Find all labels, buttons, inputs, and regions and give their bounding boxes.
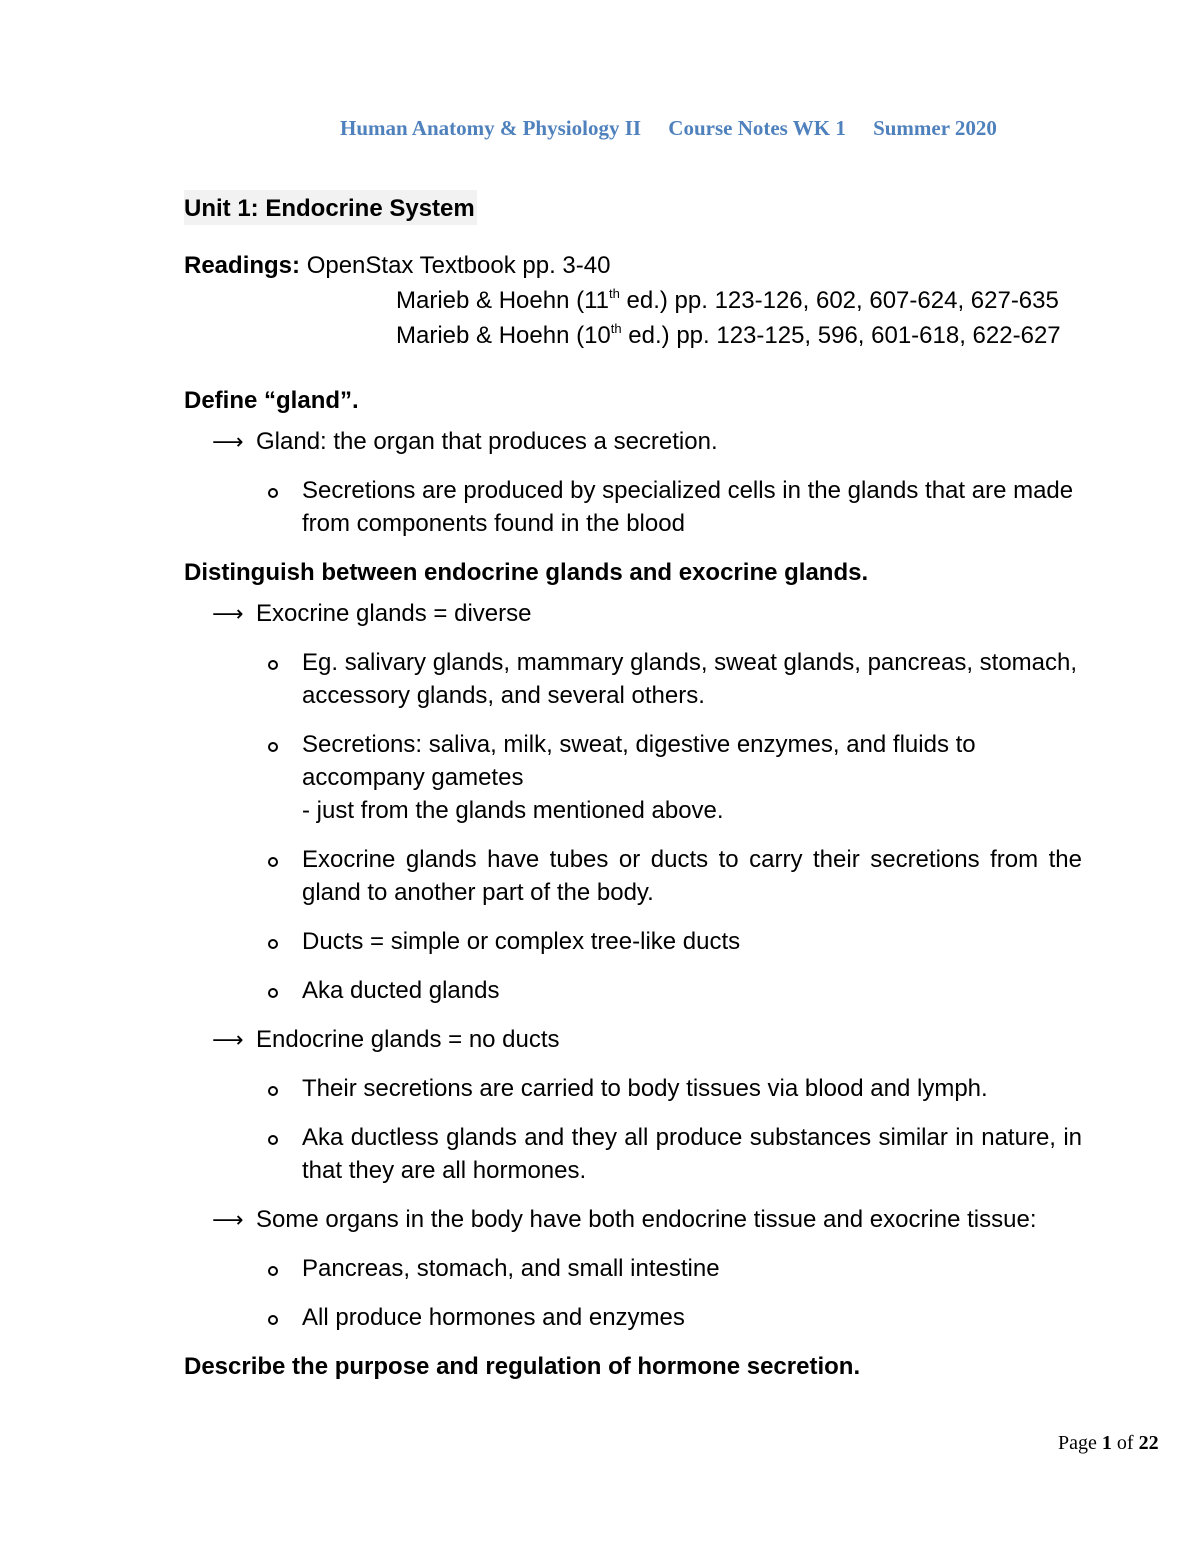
header-notes: Course Notes WK 1 — [668, 116, 846, 140]
page-word: Page — [1058, 1432, 1097, 1454]
bullet-item — [184, 843, 1082, 909]
readings-marieb10-pre: Marieb & Hoehn (10 — [396, 322, 611, 349]
bullet-item — [184, 646, 1082, 712]
arrow-icon: ⟶ — [212, 429, 244, 454]
bullet-item — [184, 1121, 1082, 1187]
arrow-icon: ⟶ — [212, 1207, 244, 1232]
bullet-circle-icon — [268, 1135, 278, 1145]
bullet-circle-icon — [268, 488, 278, 498]
bullet-item — [184, 1301, 1082, 1334]
bullet-item — [184, 925, 1082, 958]
bullet-text: All produce hormones and enzymes — [302, 1304, 685, 1331]
arrow-icon: ⟶ — [212, 1027, 244, 1052]
arrow-text: Gland: the organ that produces a secretion. — [256, 428, 718, 455]
bullet-item — [184, 728, 1082, 827]
page-of-word: of — [1116, 1432, 1134, 1454]
bullet-text: Secretions are produced by specialized cells in the glands that are made from components found in the blood — [302, 477, 1074, 537]
bullet-text: Their secretions are carried to body tissues via blood and lymph. — [302, 1075, 988, 1102]
header-course: Human Anatomy & Physiology II — [340, 116, 642, 140]
bullet-text: Eg. salivary glands, mammary glands, sweat glands, pancreas, stomach, accessory glands, and several others. — [302, 649, 1078, 709]
arrow-text: Endocrine glands = no ducts — [256, 1026, 560, 1053]
bullet-circle-icon — [268, 939, 278, 949]
readings-line-2 — [184, 284, 1174, 319]
arrow-text: Exocrine glands = diverse — [256, 600, 532, 627]
bullet-circle-icon — [268, 988, 278, 998]
readings-marieb11-sup: th — [609, 286, 620, 301]
bullet-subtext: - just from the glands mentioned above. — [302, 797, 724, 824]
arrow-item — [184, 1203, 1174, 1236]
arrow-icon: ⟶ — [212, 601, 244, 626]
bullet-text: Ducts = simple or complex tree-like ducts — [302, 928, 741, 955]
readings-marieb11-post: ed.) pp. 123-126, 602, 607-624, 627-635 — [619, 287, 1059, 314]
readings-label: Readings: — [184, 252, 301, 279]
bullet-text: Pancreas, stomach, and small intestine — [302, 1255, 720, 1282]
readings-line-3 — [184, 319, 1174, 354]
bullet-circle-icon — [268, 660, 278, 670]
bullet-circle-icon — [268, 742, 278, 752]
section-define-gland — [184, 384, 1174, 540]
heading-describe-hormone: Describe the purpose and regulation of hormone secretion. — [184, 1353, 861, 1380]
bullet-text: Aka ducted glands — [302, 977, 500, 1004]
page-number — [1058, 1432, 1159, 1455]
bullet-circle-icon — [268, 857, 278, 867]
bullet-item — [184, 1072, 1082, 1105]
page-header — [340, 116, 1019, 141]
readings-line-1 — [184, 249, 1174, 284]
bullet-circle-icon — [268, 1086, 278, 1096]
arrow-item — [184, 425, 1174, 458]
heading-define-gland: Define “gland”. — [184, 387, 359, 414]
bullet-item — [184, 474, 1082, 540]
readings-marieb11-pre: Marieb & Hoehn (11 — [396, 287, 609, 314]
readings-block — [184, 249, 1174, 354]
page-total: 22 — [1138, 1432, 1159, 1454]
page-current: 1 — [1101, 1432, 1112, 1454]
unit-title: Unit 1: Endocrine System — [184, 190, 477, 225]
arrow-item — [184, 597, 1174, 630]
bullet-item — [184, 1252, 1082, 1285]
bullet-text: Exocrine glands have tubes or ducts to carry their secretions from the gland to another part of the body. — [302, 846, 1082, 906]
bullet-text: Aka ductless glands and they all produce substances similar in nature, in that they are all hormones. — [302, 1124, 1082, 1184]
page-content — [184, 190, 1174, 1391]
bullet-circle-icon — [268, 1266, 278, 1276]
bullet-circle-icon — [268, 1315, 278, 1325]
header-term: Summer 2020 — [873, 116, 997, 140]
arrow-text: Some organs in the body have both endocrine tissue and exocrine tissue: — [256, 1206, 1037, 1233]
readings-marieb10-sup: th — [610, 321, 622, 336]
bullet-item — [184, 974, 1082, 1007]
bullet-text: Secretions: saliva, milk, sweat, digestive enzymes, and fluids to accompany gametes — [302, 731, 976, 791]
heading-distinguish: Distinguish between endocrine glands and exocrine glands. — [184, 559, 869, 586]
readings-openstax: OpenStax Textbook pp. 3-40 — [306, 252, 611, 279]
readings-marieb10-post: ed.) pp. 123-125, 596, 601-618, 622-627 — [621, 322, 1061, 349]
section-distinguish — [184, 556, 1174, 1334]
arrow-item — [184, 1023, 1174, 1056]
